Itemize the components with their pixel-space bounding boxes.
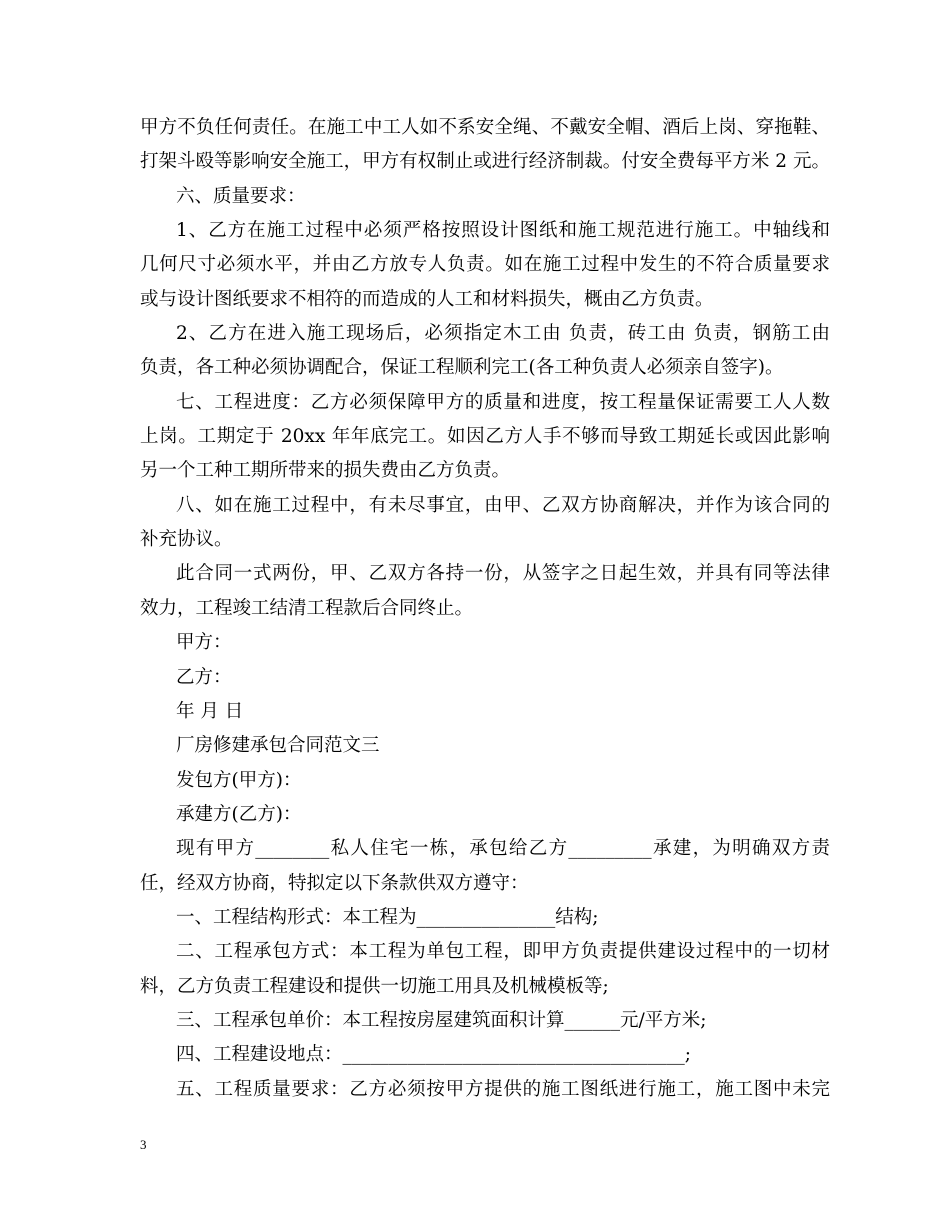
text-line: 补充协议。 <box>140 529 233 551</box>
text-line: 此合同一式两份，甲、乙双方各持一份，从签字之日起生效，并具有同等法律 <box>176 563 830 585</box>
text-line: 效力，工程竣工结清工程款后合同终止。 <box>140 597 474 619</box>
text-line: 现有甲方________私人住宅一栋，承包给乙方_________承建，为明确双方责 <box>176 838 830 860</box>
text-line: 甲方： <box>176 632 232 654</box>
text-line: 五、工程质量要求：乙方必须按甲方提供的施工图纸进行施工，施工图中未完 <box>176 1078 830 1100</box>
text-line: 打架斗殴等影响安全施工，甲方有权制止或进行经济制裁。付安全费每平方米 2 元。 <box>140 151 830 173</box>
text-line: 六、质量要求： <box>176 185 306 207</box>
text-line: 料，乙方负责工程建设和提供一切施工用具及机械模板等; <box>140 975 609 997</box>
text-line: 八、如在施工过程中，有未尽事宜，由甲、乙双方协商解决，并作为该合同的 <box>176 494 830 516</box>
text-line: 一、工程结构形式：本工程为_______________结构; <box>176 906 599 928</box>
page-number: 3 <box>140 1137 147 1152</box>
text-line: 乙方： <box>176 666 232 688</box>
text-line: 另一个工种工期所带来的损失费由乙方负责。 <box>140 460 511 482</box>
text-line: 厂房修建承包合同范文三 <box>176 735 380 757</box>
text-line: 甲方不负任何责任。在施工中工人如不系安全绳、不戴安全帽、酒后上岗、穿拖鞋、 <box>140 117 830 138</box>
text-line: 或与设计图纸要求不相符的而造成的人工和材料损失，概由乙方负责。 <box>140 288 714 310</box>
text-line: 二、工程承包方式：本工程为单包工程，即甲方负责提供建设过程中的一切材 <box>176 941 830 963</box>
text-line: 1、乙方在施工过程中必须严格按照设计图纸和施工规范进行施工。中轴线和 <box>176 220 830 242</box>
text-line: 几何尺寸必须水平，并由乙方放专人负责。如在施工过程中发生的不符合质量要求 <box>140 254 830 276</box>
text-line: 三、工程承包单价：本工程按房屋建筑面积计算______元/平方米; <box>176 1009 707 1031</box>
text-line: 发包方(甲方)： <box>176 769 302 791</box>
text-line: 承建方(乙方)： <box>176 803 302 825</box>
document-body <box>140 111 830 1107</box>
text-line: 年 月 日 <box>176 700 244 722</box>
text-line: 2、乙方在进入施工现场后，必须指定木工由 负责，砖工由 负责，钢筋工由 <box>176 323 830 345</box>
text-line: 七、工程进度：乙方必须保障甲方的质量和进度，按工程量保证需要工人人数 <box>176 391 830 413</box>
text-line: 任，经双方协商，特拟定以下条款供双方遵守： <box>140 872 529 894</box>
text-line: 负责，各工种必须协调配合，保证工程顺利完工(各工种负责人必须亲自签字)。 <box>140 357 784 379</box>
text-line: 四、工程建设地点：_____________________________________; <box>176 1044 691 1066</box>
text-line: 上岗。工期定于 20xx 年年底完工。如因乙方人手不够而导致工期延长或因此影响 <box>140 426 830 448</box>
